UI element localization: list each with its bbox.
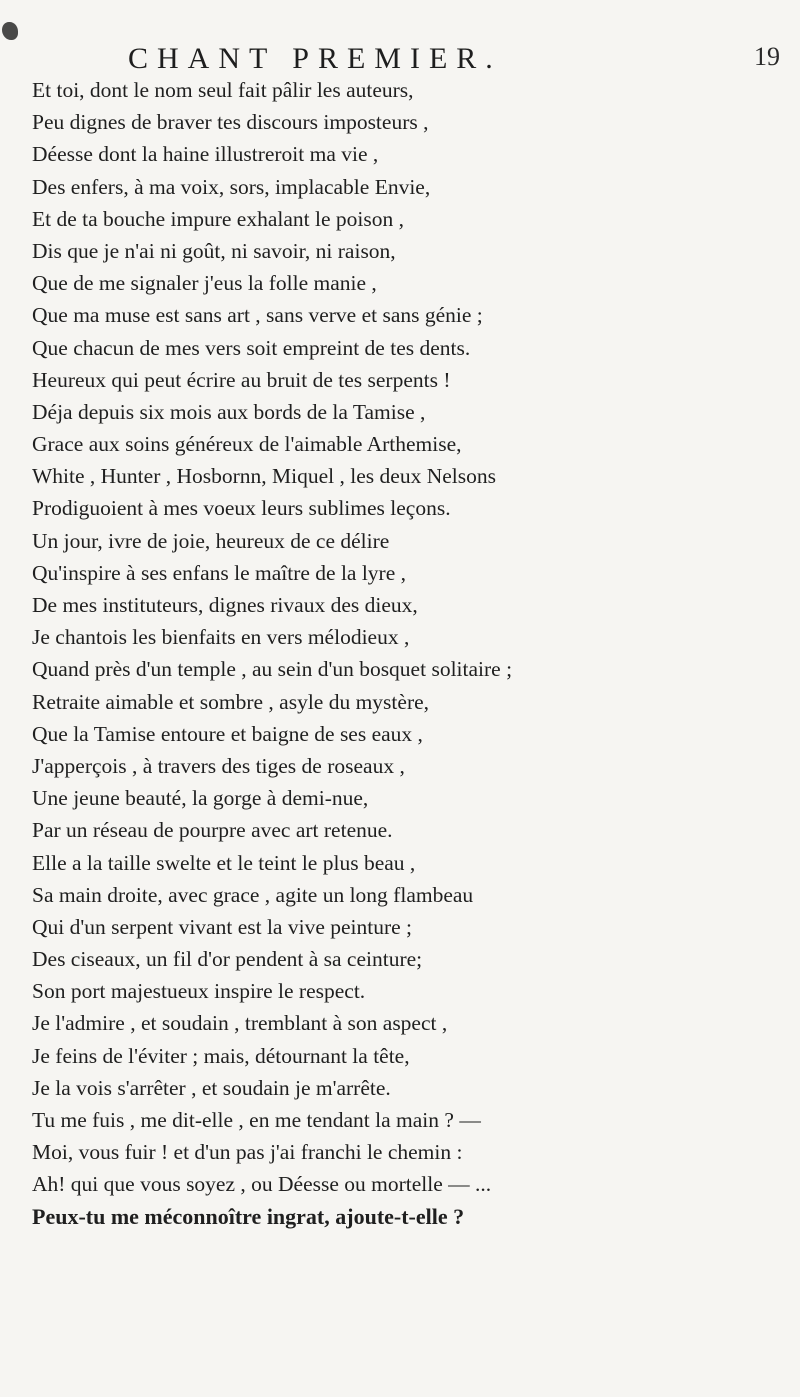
verse-line: Grace aux soins généreux de l'aimable Arthemise, bbox=[32, 432, 462, 457]
verse-line: Tu me fuis , me dit-elle , en me tendant la main ? — bbox=[32, 1108, 481, 1132]
verse-line: Elle a la taille swelte et le teint le plus beau , bbox=[32, 850, 416, 875]
verse-line: Retraite aimable et sombre , asyle du mystère, bbox=[32, 689, 430, 714]
verse-line: Peux-tu me méconnoître ingrat, ajoute-t-elle ? bbox=[32, 1203, 465, 1229]
verse-line: Que ma muse est sans art , sans verve et sans génie ; bbox=[32, 303, 483, 328]
verse-line: Une jeune beauté, la gorge à demi-nue, bbox=[32, 786, 369, 811]
verse-line: Que la Tamise entoure et baigne de ses eaux , bbox=[32, 721, 423, 746]
verse-line: Moi, vous fuir ! et d'un pas j'ai franchi le chemin : bbox=[32, 1140, 463, 1165]
verse-line: Déesse dont la haine illustreroit ma vie , bbox=[32, 142, 379, 167]
verse-line: J'apperçois , à travers des tiges de roseaux , bbox=[32, 753, 405, 778]
verse-line: Déja depuis six mois aux bords de la Tamise , bbox=[32, 399, 426, 424]
verse-line: Prodiguoient à mes voeux leurs sublimes leçons. bbox=[32, 496, 451, 521]
verse-line: Que de me signaler j'eus la folle manie , bbox=[32, 271, 377, 296]
verse-line: Heureux qui peut écrire au bruit de tes serpents ! bbox=[32, 367, 451, 392]
verse-line: Et toi, dont le nom seul fait pâlir les auteurs, bbox=[32, 78, 414, 102]
verse-line: Dis que je n'ai ni goût, ni savoir, ni raison, bbox=[32, 238, 396, 263]
verse-line: Que chacun de mes vers soit empreint de tes dents. bbox=[32, 335, 471, 360]
poem-verses bbox=[32, 74, 797, 1233]
verse-line: Quand près d'un temple , au sein d'un bosquet solitaire ; bbox=[32, 657, 513, 682]
page-number: 19 bbox=[754, 42, 780, 71]
verse-line: Je la vois s'arrêter , et soudain je m'arrête. bbox=[32, 1075, 391, 1100]
verse-line: White , Hunter , Hosbornn, Miquel , les deux Nelsons bbox=[32, 464, 496, 489]
verse-line: Qui d'un serpent vivant est la vive peinture ; bbox=[32, 914, 413, 939]
chapter-title: CHANT PREMIER. bbox=[128, 42, 502, 75]
verse-line: Un jour, ivre de joie, heureux de ce délire bbox=[32, 528, 390, 553]
verse-line: Son port majestueux inspire le respect. bbox=[32, 979, 366, 1004]
verse-line: Et de ta bouche impure exhalant le poison , bbox=[32, 206, 404, 231]
verse-line: Des ciseaux, un fil d'or pendent à sa ceinture; bbox=[32, 947, 423, 972]
verse-line: Ah! qui que vous soyez , ou Déesse ou mortelle — ... bbox=[32, 1172, 492, 1197]
verse-line: Qu'inspire à ses enfans le maître de la lyre , bbox=[32, 560, 407, 585]
verse-line: Je chantois les bienfaits en vers mélodieux , bbox=[32, 625, 410, 650]
verse-line: Je l'admire , et soudain , tremblant à son aspect , bbox=[32, 1011, 448, 1036]
verse-line: Sa main droite, avec grace , agite un long flambeau bbox=[32, 882, 474, 907]
verse-line: Des enfers, à ma voix, sors, implacable Envie, bbox=[32, 174, 431, 199]
verse-line: Par un réseau de pourpre avec art retenue. bbox=[32, 818, 393, 843]
verse-line: Je feins de l'éviter ; mais, détournant la tête, bbox=[32, 1043, 410, 1068]
verse-line: De mes instituteurs, dignes rivaux des dieux, bbox=[32, 593, 418, 617]
verse-line: Peu dignes de braver tes discours imposteurs , bbox=[32, 110, 429, 135]
ink-blot-mark bbox=[2, 22, 18, 40]
